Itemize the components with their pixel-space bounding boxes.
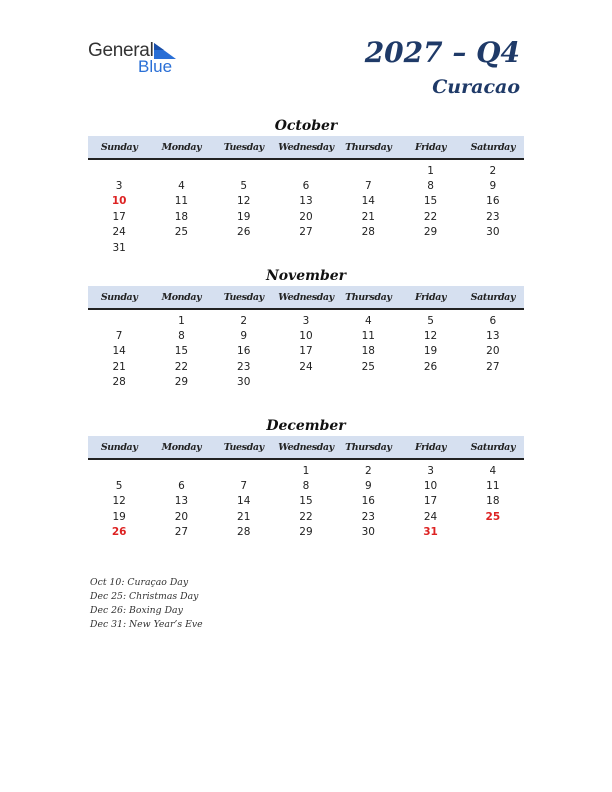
day-cell: 14 (237, 495, 251, 508)
weekday-label: Saturday (470, 291, 516, 303)
day-cell: 24 (423, 510, 438, 523)
day-cell: 28 (361, 226, 375, 239)
day-cell: 27 (174, 526, 189, 539)
day-cell: 6 (302, 180, 310, 193)
day-cell: 24 (112, 226, 126, 239)
day-cell: 5 (115, 480, 123, 493)
day-cell: 28 (237, 526, 251, 539)
day-cell: 15 (174, 345, 189, 358)
week-row (88, 328, 524, 343)
day-cell: 22 (423, 210, 438, 223)
day-cell: 23 (486, 210, 500, 223)
day-cell: 6 (178, 480, 185, 493)
day-cell: 26 (237, 226, 251, 239)
day-cell: 29 (423, 226, 438, 239)
weekday-label: Wednesday (278, 141, 334, 153)
week-row (88, 163, 524, 178)
page-subtitle: Curacao (432, 76, 520, 98)
week-row (88, 525, 524, 540)
month-name: November (265, 268, 347, 284)
day-cell: 28 (112, 376, 126, 389)
day-cell: 3 (302, 314, 310, 327)
day-cell: 30 (361, 526, 375, 539)
day-cell: 27 (299, 226, 313, 239)
week-row (88, 478, 524, 493)
day-cell: 7 (240, 480, 248, 493)
month-november (88, 266, 524, 390)
day-cell: 17 (299, 345, 313, 358)
weekday-label: Saturday (470, 141, 516, 153)
weekday-label: Monday (161, 141, 202, 153)
weekday-label: Thursday (345, 291, 392, 303)
day-cell: 16 (237, 345, 251, 358)
week-row (88, 178, 524, 193)
weekday-label: Friday (415, 141, 447, 153)
day-cell: 9 (489, 180, 497, 193)
day-cell: 23 (361, 510, 375, 523)
day-cell: 26 (423, 360, 438, 373)
day-cell: 3 (115, 180, 123, 193)
day-cell: 18 (486, 495, 500, 508)
day-cell: 12 (423, 330, 438, 343)
day-cell: 8 (302, 480, 310, 493)
day-cell: 29 (174, 376, 189, 389)
day-cell: 25 (174, 226, 189, 239)
day-cell: 5 (240, 180, 248, 193)
day-cell: 8 (178, 330, 185, 343)
day-cell: 25 (361, 360, 375, 373)
week-row (88, 494, 524, 509)
weekday-label: Sunday (100, 291, 138, 303)
holiday-note: Dec 25: Christmas Day (90, 591, 199, 602)
logo-blue-text: Blue (138, 57, 173, 76)
day-cell: 27 (486, 360, 500, 373)
day-cell: 19 (112, 510, 126, 523)
day-cell: 1 (427, 164, 434, 177)
day-cell: 21 (112, 360, 126, 373)
weekday-label: Tuesday (223, 441, 264, 453)
day-cell: 13 (299, 195, 313, 208)
day-cell: 10 (423, 480, 438, 493)
weekday-label: Thursday (345, 441, 392, 453)
weekday-label: Friday (415, 291, 447, 303)
weekday-label: Sunday (100, 141, 138, 153)
day-cell: 11 (486, 480, 500, 493)
weekday-header-row (88, 436, 524, 460)
day-cell: 6 (489, 314, 497, 327)
day-cell: 29 (299, 526, 313, 539)
weekday-header-row (88, 136, 524, 160)
day-cell: 3 (427, 464, 434, 477)
holiday-note: Dec 26: Boxing Day (90, 605, 183, 616)
weekday-label: Saturday (470, 441, 516, 453)
day-cell: 14 (361, 195, 375, 208)
day-cell: 19 (423, 345, 438, 358)
day-cell: 23 (237, 360, 251, 373)
day-cell: 17 (423, 495, 438, 508)
day-cell: 31 (423, 526, 438, 539)
week-row (88, 240, 524, 255)
week-row (88, 225, 524, 240)
day-cell: 13 (174, 495, 189, 508)
month-name: December (266, 418, 346, 434)
day-cell: 2 (240, 314, 248, 327)
page-title: 2027 – Q4 (364, 36, 520, 69)
weekday-label: Sunday (100, 441, 138, 453)
day-cell: 7 (115, 330, 123, 343)
day-cell: 14 (112, 345, 126, 358)
week-row (88, 209, 524, 224)
day-cell: 11 (174, 195, 189, 208)
weekday-label: Tuesday (223, 291, 264, 303)
month-october (88, 116, 524, 255)
day-cell: 2 (489, 164, 497, 177)
week-row (88, 344, 524, 359)
holiday-note: Oct 10: Curaçao Day (90, 577, 189, 588)
day-cell: 10 (299, 330, 313, 343)
day-cell: 15 (423, 195, 438, 208)
day-cell: 30 (237, 376, 251, 389)
day-cell: 5 (427, 314, 434, 327)
day-cell: 18 (174, 210, 189, 223)
holiday-note: Dec 31: New Year’s Eve (90, 619, 203, 630)
day-cell: 4 (489, 464, 497, 477)
weekday-label: Thursday (345, 141, 392, 153)
day-cell: 11 (361, 330, 375, 343)
weekday-label: Wednesday (278, 291, 334, 303)
day-cell: 21 (361, 210, 375, 223)
day-cell: 17 (112, 210, 126, 223)
weekday-label: Monday (161, 441, 202, 453)
day-cell: 1 (178, 314, 185, 327)
day-cell: 19 (237, 210, 251, 223)
week-row (88, 194, 524, 209)
day-cell: 9 (364, 480, 372, 493)
day-cell: 20 (486, 345, 500, 358)
holiday-notes (90, 576, 203, 632)
day-cell: 26 (111, 526, 127, 539)
day-cell: 20 (174, 510, 189, 523)
day-cell: 18 (361, 345, 375, 358)
logo-general-text: General (88, 40, 154, 61)
day-cell: 15 (299, 495, 313, 508)
day-cell: 12 (112, 495, 126, 508)
day-cell: 2 (364, 464, 372, 477)
week-row (88, 359, 524, 374)
week-row (88, 375, 524, 390)
day-cell: 1 (302, 464, 310, 477)
weekday-label: Monday (161, 291, 202, 303)
day-cell: 22 (299, 510, 313, 523)
weekday-label: Wednesday (278, 441, 334, 453)
day-cell: 10 (111, 195, 127, 208)
day-cell: 16 (361, 495, 375, 508)
weekday-header-row (88, 286, 524, 310)
day-cell: 31 (112, 241, 126, 254)
week-row (88, 463, 524, 478)
week-row (88, 509, 524, 524)
day-cell: 7 (364, 180, 372, 193)
day-cell: 8 (427, 180, 434, 193)
day-cell: 30 (486, 226, 500, 239)
day-cell: 9 (240, 330, 248, 343)
week-row (88, 313, 524, 328)
weekday-label: Tuesday (223, 141, 264, 153)
day-cell: 21 (237, 510, 251, 523)
day-cell: 12 (237, 195, 251, 208)
day-cell: 4 (364, 314, 372, 327)
month-december (88, 416, 524, 540)
day-cell: 24 (299, 360, 313, 373)
day-cell: 20 (299, 210, 313, 223)
month-name: October (274, 118, 338, 134)
weekday-label: Friday (415, 441, 447, 453)
day-cell: 4 (178, 180, 185, 193)
day-cell: 22 (174, 360, 189, 373)
day-cell: 25 (485, 510, 501, 523)
day-cell: 13 (486, 330, 500, 343)
day-cell: 16 (486, 195, 500, 208)
